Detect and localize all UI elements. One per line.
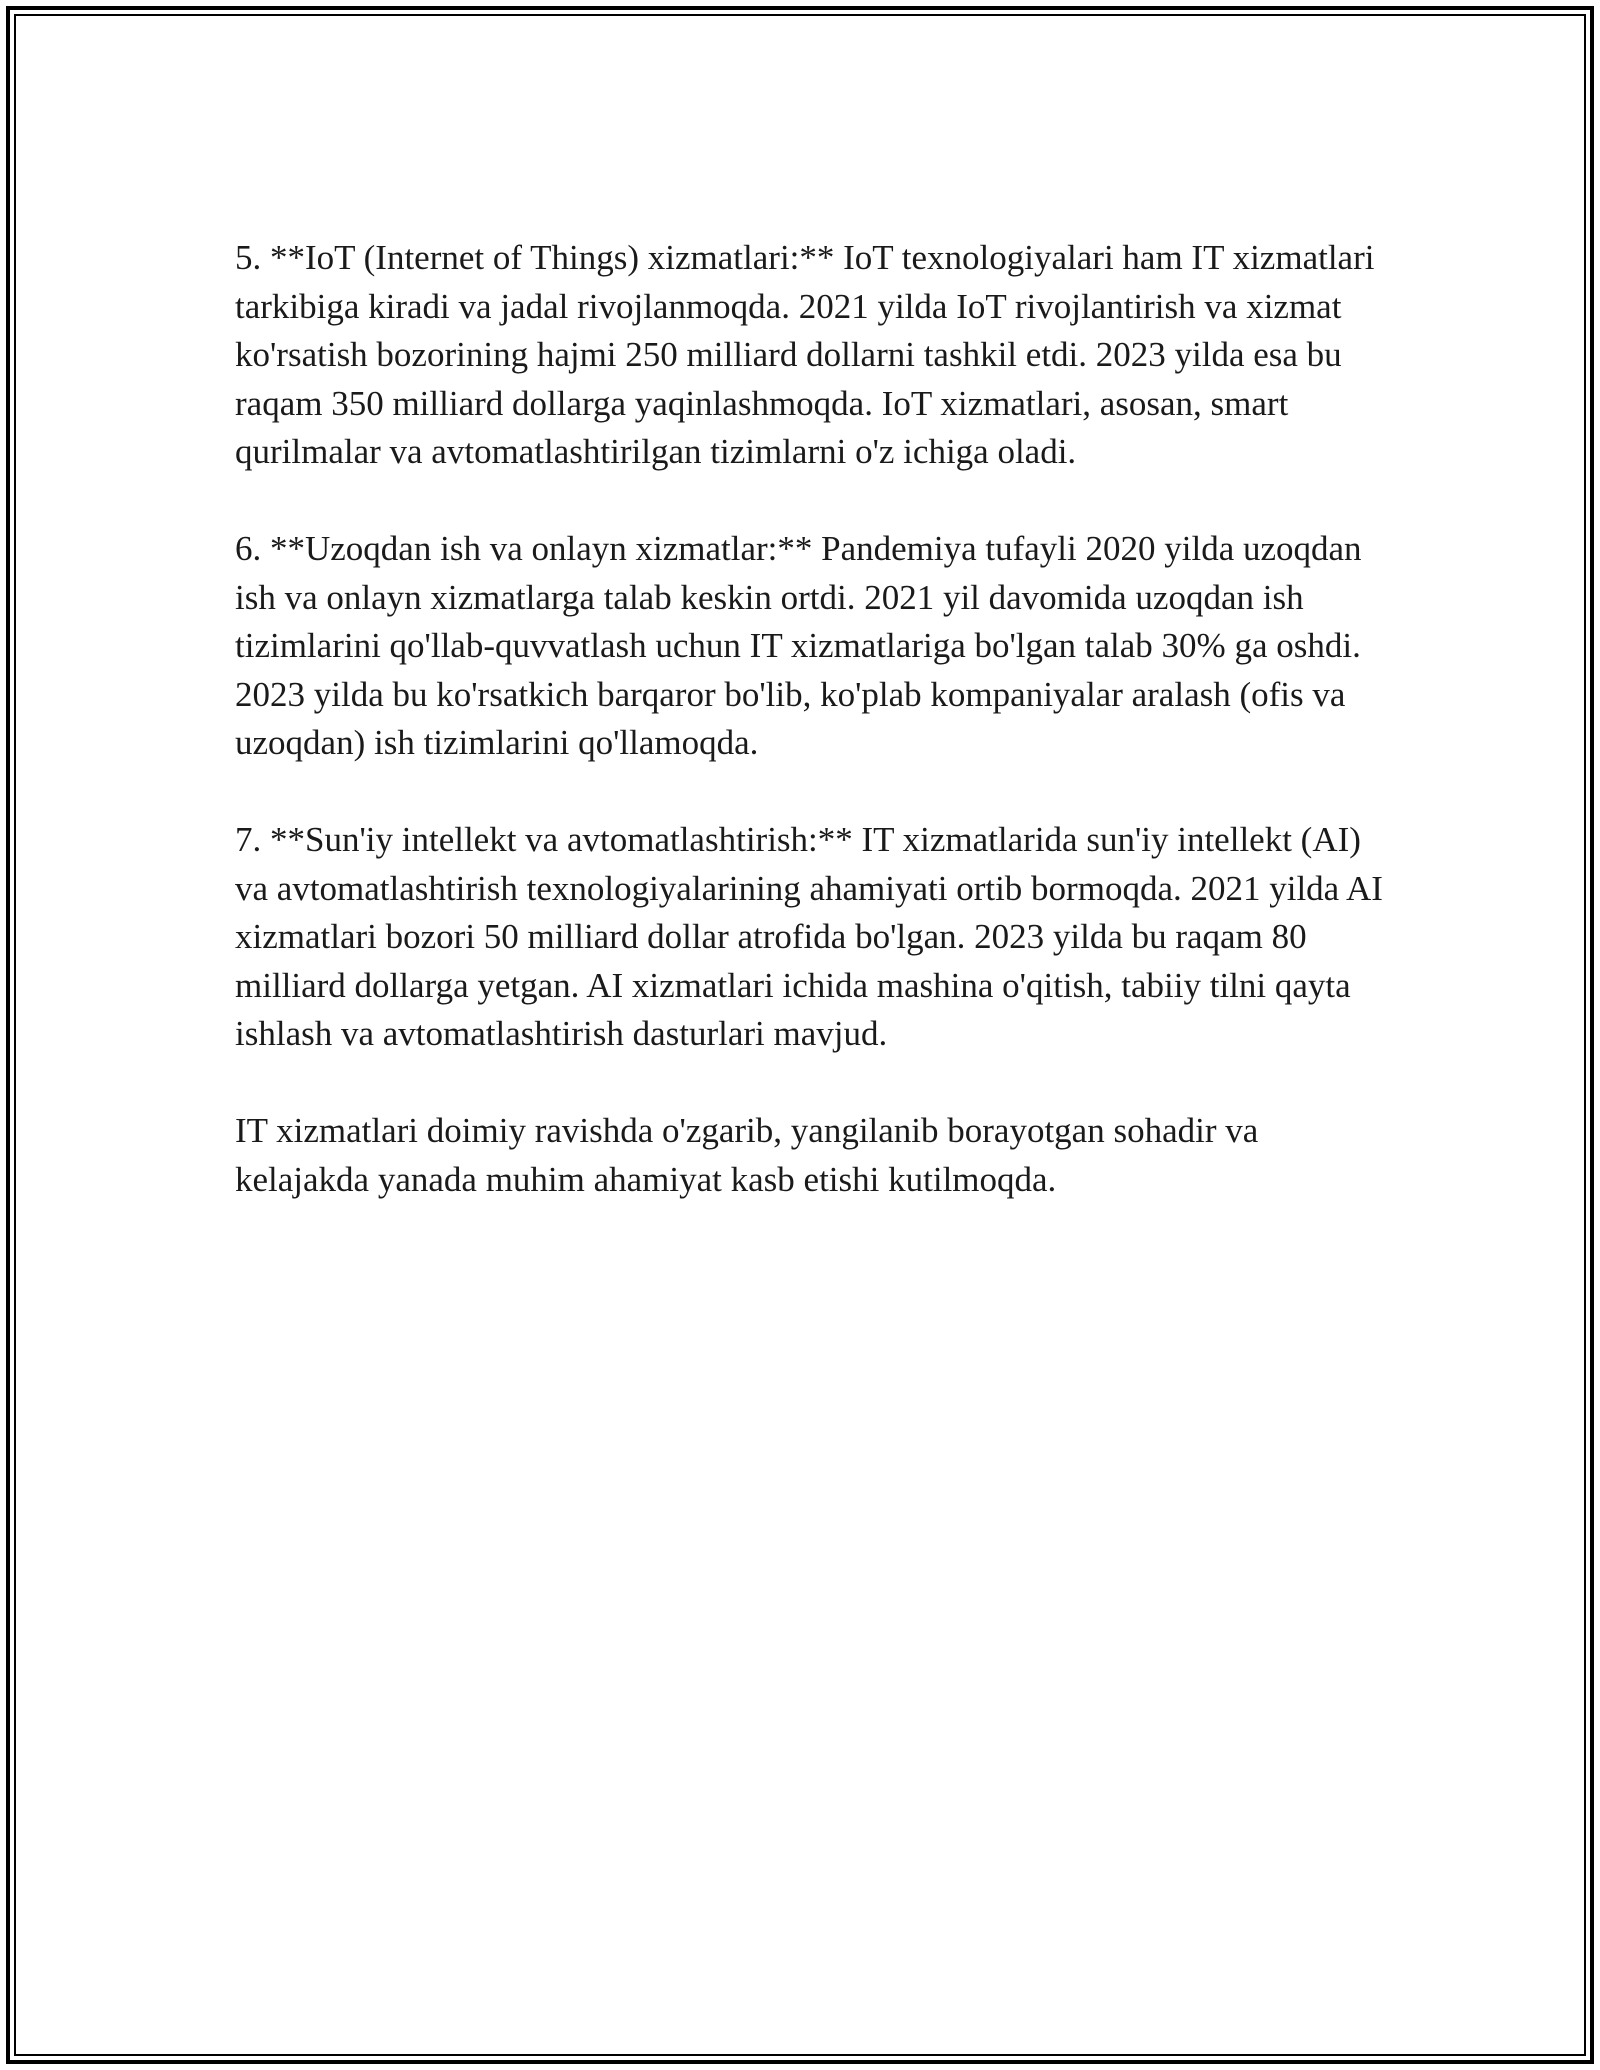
paragraph-remote-work: 6. **Uzoqdan ish va onlayn xizmatlar:** Pandemiya tufayli 2020 yilda uzoqdan ish va onlayn xizmatlarga talab keskin ortdi. 2021 yil davomida uzoqdan ish tizimlarini qo'llab-quvvatlash uchun IT xizmatlariga bo'lgan talab 30% ga oshdi. 2023 yilda bu ko'rsatkich barqaror bo'lib, ko'plab kompaniyalar aralash (ofis va uzoqdan) ish tizimlarini qo'llamoqda. (235, 529, 1362, 762)
document-body (235, 234, 1385, 1253)
paragraph-conclusion: IT xizmatlari doimiy ravishda o'zgarib, yangilanib borayotgan sohadir va kelajakda yanada muhim ahamiyat kasb etishi kutilmoqda. (235, 1111, 1259, 1199)
paragraph-ai-automation: 7. **Sun'iy intellekt va avtomatlashtirish:** IT xizmatlarida sun'iy intellekt (AI) va avtomatlashtirish texnologiyalarining ahamiyati ortib bormoqda. 2021 yilda AI xizmatlari bozori 50 milliard dollar atrofida bo'lgan. 2023 yilda bu raqam 80 milliard dollarga yetgan. AI xizmatlari ichida mashina o'qitish, tabiiy tilni qayta ishlash va avtomatlashtirish dasturlari mavjud. (235, 820, 1383, 1053)
paragraph-iot-services: 5. **IoT (Internet of Things) xizmatlari:** IoT texnologiyalari ham IT xizmatlari tarkibiga kiradi va jadal rivojlanmoqda. 2021 yilda IoT rivojlantirish va xizmat ko'rsatish bozorining hajmi 250 milliard dollarni tashkil etdi. 2023 yilda esa bu raqam 350 milliard dollarga yaqinlashmoqda. IoT xizmatlari, asosan, smart qurilmalar va avtomatlashtirilgan tizimlarni o'z ichiga oladi. (235, 238, 1375, 471)
